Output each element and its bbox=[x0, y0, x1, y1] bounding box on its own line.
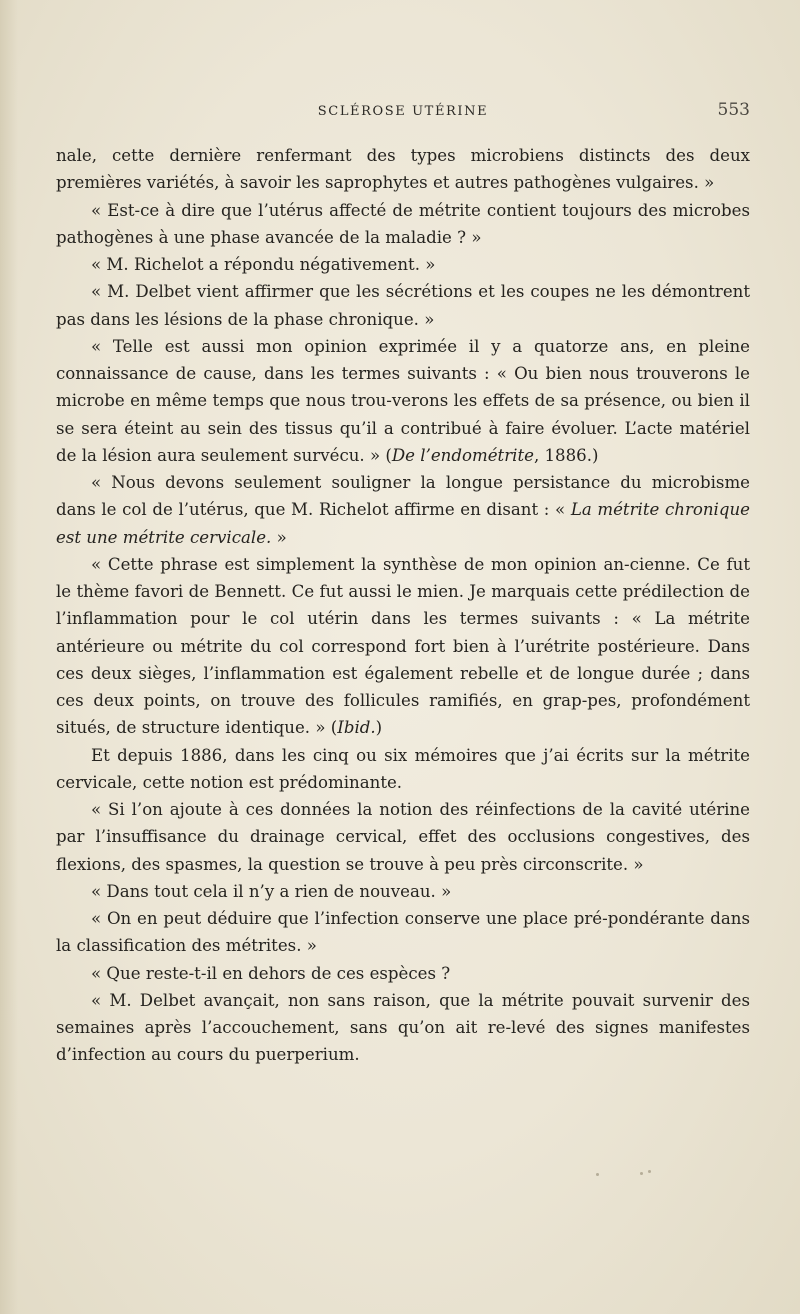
paragraph-text: « Cette phrase est simplement la synthèse de mon opinion an-cienne. Ce fut le thème favori de Bennett. Ce fut aussi le mien. Je marquais cette prédilection de l’inflammation pour le col utérin dans les termes suivants : « La métrite antérieure ou métrite du col correspond fort bien à l’urétrite postérieure. Dans ces deux sièges, l’inflammation est également rebelle et de longue durée ; dans ces deux points, on trouve des follicules ramifiés, en grap-pes, profondément situés, de structure identique. » ( bbox=[56, 554, 750, 738]
paragraph bbox=[56, 251, 750, 278]
paragraph-text: » bbox=[271, 527, 287, 547]
citation-title: Ibid. bbox=[337, 718, 376, 738]
body-text bbox=[56, 142, 750, 1069]
paragraph bbox=[56, 878, 750, 905]
paragraph-text: , 1886.) bbox=[533, 445, 599, 465]
paragraph-text: « M. Delbet avançait, non sans raison, que la métrite pouvait survenir des semaines après l’accouchement, sans qu’on ait re-levé des signes manifestes d’infection au cours du puerperium. bbox=[56, 990, 750, 1065]
paragraph-text: ) bbox=[375, 718, 383, 738]
paragraph bbox=[56, 905, 750, 960]
paragraph-text: « On en peut déduire que l’infection conserve une place pré-pondérante dans la classification des métrites. » bbox=[56, 909, 750, 956]
page-edge-shading bbox=[0, 0, 18, 1314]
speck bbox=[648, 1170, 651, 1173]
running-head: SCLÉROSE UTÉRINE bbox=[317, 104, 489, 119]
paragraph-text: « M. Richelot a répondu négativement. » bbox=[91, 255, 436, 274]
paragraph-text: nale, cette dernière renfermant des types microbiens distincts des deux premières variétés, à savoir les saprophytes et autres pathogènes vulgaires. » bbox=[56, 146, 750, 193]
page-header bbox=[56, 98, 750, 122]
citation-title: De l’endométrite bbox=[391, 445, 534, 465]
paragraph-text: Et depuis 1886, dans les cinq ou six mémoires que j’ai écrits sur la métrite cervicale, cette notion est prédominante. bbox=[56, 745, 750, 792]
italic-quote: La métrite chronique est une métrite cervicale. bbox=[56, 500, 750, 547]
paragraph-text: « Que reste-t-il en dehors de ces espèces ? bbox=[91, 963, 451, 983]
paragraph bbox=[56, 142, 750, 197]
page-number: 553 bbox=[717, 100, 750, 120]
paragraph bbox=[56, 796, 750, 878]
paragraph-text: « Dans tout cela il n’y a rien de nouveau. » bbox=[91, 881, 452, 901]
paragraph bbox=[56, 469, 750, 551]
paragraph-text: « M. Delbet vient affirmer que les sécrétions et les coupes ne les démontrent pas dans les lésions de la phase chronique. » bbox=[56, 282, 750, 329]
paragraph-text: « Telle est aussi mon opinion exprimée il y a quatorze ans, en pleine connaissance de cause, dans les termes suivants : « Ou bien nous trouverons le microbe en même temps que nous trou-verons les effets de sa présence, ou bien il se sera éteint au sein des tissus qu’il a contribué à faire évoluer. L’acte matériel de la lésion aura seulement survécu. » ( bbox=[56, 336, 750, 465]
paragraph-text: « Nous devons seulement souligner la longue persistance du microbisme dans le col de l’utérus, que M. Richelot affirme en disant : « bbox=[56, 473, 750, 520]
speck bbox=[596, 1173, 599, 1176]
paragraph bbox=[56, 197, 750, 252]
paragraph bbox=[56, 278, 750, 333]
paragraph-text: « Est-ce à dire que l’utérus affecté de métrite contient toujours des microbes pathogènes à une phase avancée de la maladie ? » bbox=[56, 200, 750, 247]
paragraph bbox=[56, 551, 750, 742]
paragraph bbox=[56, 742, 750, 797]
paragraph bbox=[56, 333, 750, 469]
speck bbox=[640, 1172, 643, 1175]
paragraph bbox=[56, 960, 750, 987]
paragraph bbox=[56, 987, 750, 1069]
print-specks bbox=[596, 1170, 656, 1178]
paragraph-text: « Si l’on ajoute à ces données la notion des réinfections de la cavité utérine par l’insuffisance du drainage cervical, effet des occlusions congestives, des flexions, des spasmes, la question se trouve à peu près circonscrite. » bbox=[56, 800, 750, 874]
